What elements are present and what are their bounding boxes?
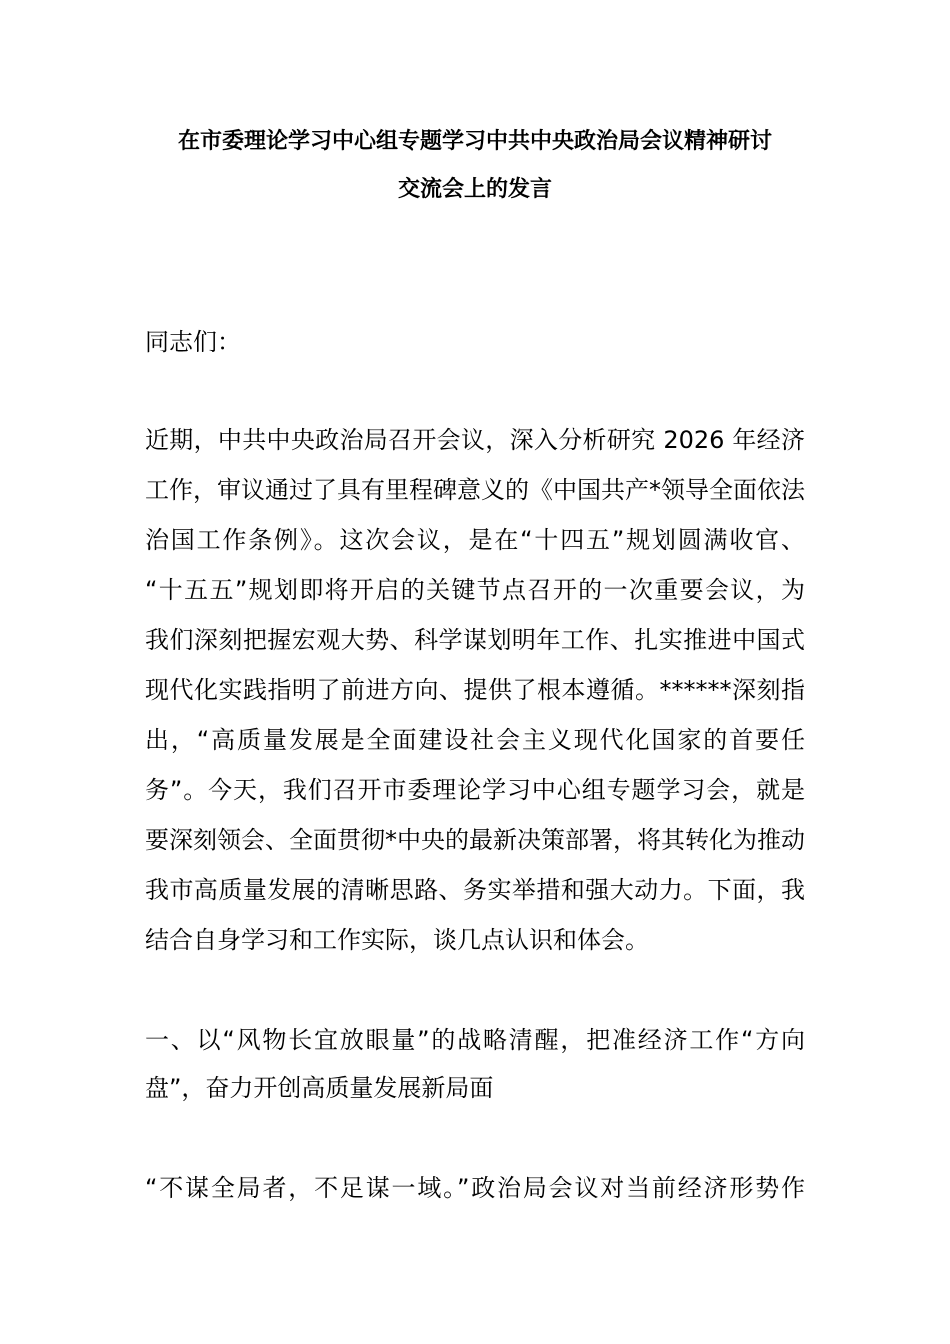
paragraph-line: 现代化实践指明了前进方向、提供了根本遵循。******深刻指 xyxy=(145,676,805,704)
paragraph-line: 工作，审议通过了具有里程碑意义的《中国共产*领导全面依法 xyxy=(145,476,805,504)
paragraph-line: 治国工作条例》。这次会议，是在“十四五”规划圆满收官、 xyxy=(145,526,805,554)
paragraph-line: “不谋全局者，不足谋一域。”政治局会议对当前经济形势作 xyxy=(145,1174,805,1202)
heading-line: 盘”，奋力开创高质量发展新局面 xyxy=(145,1074,494,1102)
paragraph-line: 近期，中共中央政治局召开会议，深入分析研究 2026 年经济 xyxy=(145,426,805,454)
paragraph-line: 我市高质量发展的清晰思路、务实举措和强大动力。下面，我 xyxy=(145,876,805,904)
paragraph-line: 务”。今天，我们召开市委理论学习中心组专题学习会，就是 xyxy=(145,776,805,804)
paragraph-line: 结合自身学习和工作实际，谈几点认识和体会。 xyxy=(145,926,649,954)
document-title-line-2: 交流会上的发言 xyxy=(397,177,552,202)
paragraph-line: “十五五”规划即将开启的关键节点召开的一次重要会议，为 xyxy=(145,576,805,604)
document-title-line-1: 在市委理论学习中心组专题学习中共中央政治局会议精神研讨 xyxy=(177,129,772,154)
greeting: 同志们： xyxy=(145,328,241,356)
paragraph-line: 出，“高质量发展是全面建设社会主义现代化国家的首要任 xyxy=(145,726,805,754)
paragraph-line: 要深刻领会、全面贯彻*中央的最新决策部署，将其转化为推动 xyxy=(145,826,805,854)
heading-line: 一、以“风物长宜放眼量”的战略清醒，把准经济工作“方向 xyxy=(145,1026,805,1054)
paragraph-line: 我们深刻把握宏观大势、科学谋划明年工作、扎实推进中国式 xyxy=(145,626,805,654)
